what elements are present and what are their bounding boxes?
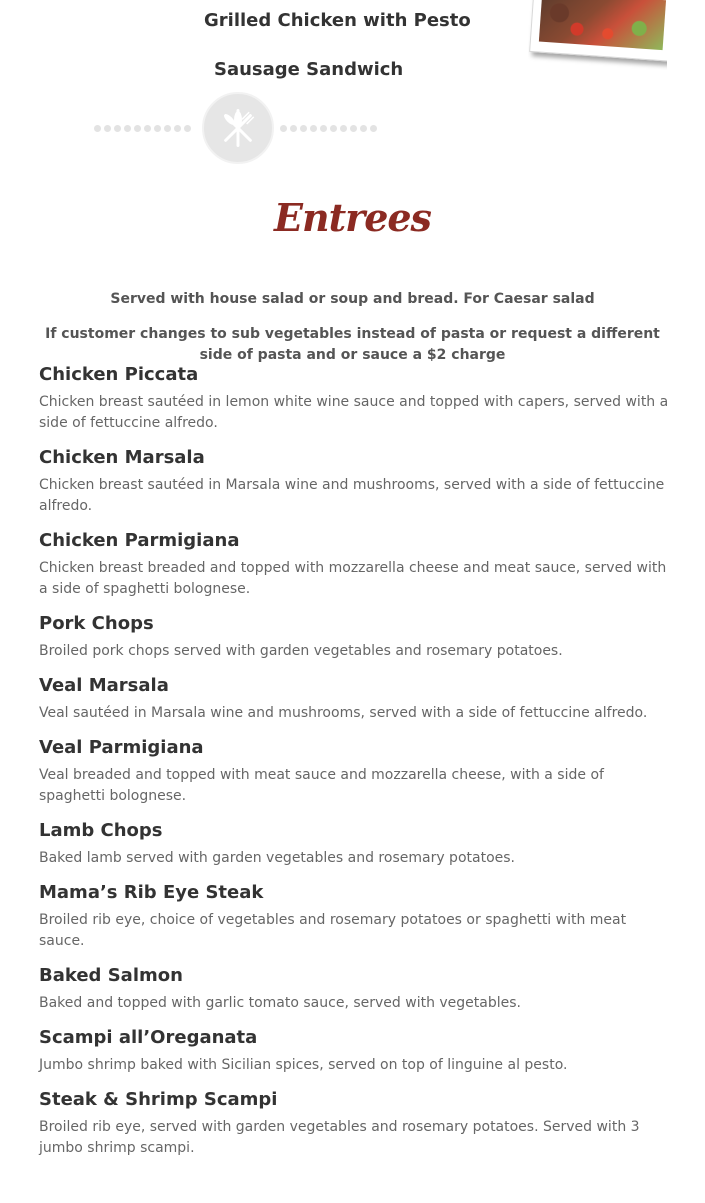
divider-dots-right	[280, 125, 377, 132]
menu-item-description: Broiled rib eye, choice of vegetables and rosemary potatoes or spaghetti with meat sauce.	[39, 912, 627, 949]
menu-item-description: Broiled rib eye, served with garden vegetables and rosemary potatoes. Served with 3 jumbo shrimp scampi.	[39, 1119, 640, 1156]
menu-item-name: Baked Salmon	[39, 965, 183, 986]
menu-item-description: Veal breaded and topped with meat sauce and mozzarella cheese, with a side of spaghetti bolognese.	[39, 767, 604, 804]
list-item	[39, 611, 669, 662]
list-item	[39, 963, 669, 1014]
menu-item-name: Mama’s Rib Eye Steak	[39, 882, 264, 903]
list-item	[39, 673, 669, 724]
menu-item-name: Chicken Piccata	[39, 364, 199, 385]
menu-item-name: Veal Parmigiana	[39, 737, 204, 758]
menu-item-name: Veal Marsala	[39, 675, 169, 696]
menu-item-description: Chicken breast sautéed in Marsala wine and mushrooms, served with a side of fettuccine alfredo.	[39, 477, 665, 514]
list-item	[39, 1087, 669, 1159]
page-edge	[667, 0, 705, 80]
menu-item-description: Chicken breast breaded and topped with mozzarella cheese and meat sauce, served with a side of spaghetti bolognese.	[39, 560, 667, 597]
fork-knife-icon-svg	[216, 106, 260, 150]
section-title: Entrees	[274, 195, 431, 240]
list-item	[39, 528, 669, 600]
menu-item-description: Jumbo shrimp baked with Sicilian spices, served on top of linguine al pesto.	[39, 1057, 568, 1073]
menu-item-name-sausage-sandwich: Sausage Sandwich	[214, 59, 404, 80]
section-divider	[92, 92, 384, 166]
food-photo-frame	[529, 0, 676, 62]
list-item	[39, 362, 669, 434]
menu-item-description: Baked and topped with garlic tomato sauce, served with vegetables.	[39, 995, 521, 1011]
menu-item-name: Steak & Shrimp Scampi	[39, 1089, 278, 1110]
list-item	[39, 1025, 669, 1076]
list-item	[39, 880, 669, 952]
menu-item-description: Broiled pork chops served with garden vegetables and rosemary potatoes.	[39, 643, 563, 659]
menu-item-name: Pork Chops	[39, 613, 154, 634]
menu-item-name: Chicken Marsala	[39, 447, 205, 468]
menu-item-name: Scampi all’Oreganata	[39, 1027, 258, 1048]
menu-item-name: Chicken Parmigiana	[39, 530, 240, 551]
menu-item-description: Baked lamb served with garden vegetables and rosemary potatoes.	[39, 850, 515, 866]
menu-item-description: Veal sautéed in Marsala wine and mushrooms, served with a side of fettuccine alfredo.	[39, 705, 648, 721]
food-photo-image	[539, 0, 666, 50]
menu-item-name: Lamb Chops	[39, 820, 163, 841]
divider-dots-left	[94, 125, 191, 132]
fork-knife-icon	[202, 92, 274, 164]
list-item	[39, 735, 669, 807]
menu-item-description: Chicken breast sautéed in lemon white wine sauce and topped with capers, served with a side of fettuccine alfredo.	[39, 394, 669, 431]
list-item	[39, 445, 669, 517]
list-item	[39, 818, 669, 869]
menu-item-name-grilled-chicken-pesto: Grilled Chicken with Pesto	[204, 10, 471, 31]
section-note: Served with house salad or soup and bread. For Caesar salad	[110, 291, 595, 307]
food-photo	[528, 0, 678, 70]
entrees-list	[39, 362, 669, 1170]
section-note-surcharge: If customer changes to sub vegetables instead of pasta or request a different side of pasta and or sauce a $2 charge	[45, 326, 660, 363]
